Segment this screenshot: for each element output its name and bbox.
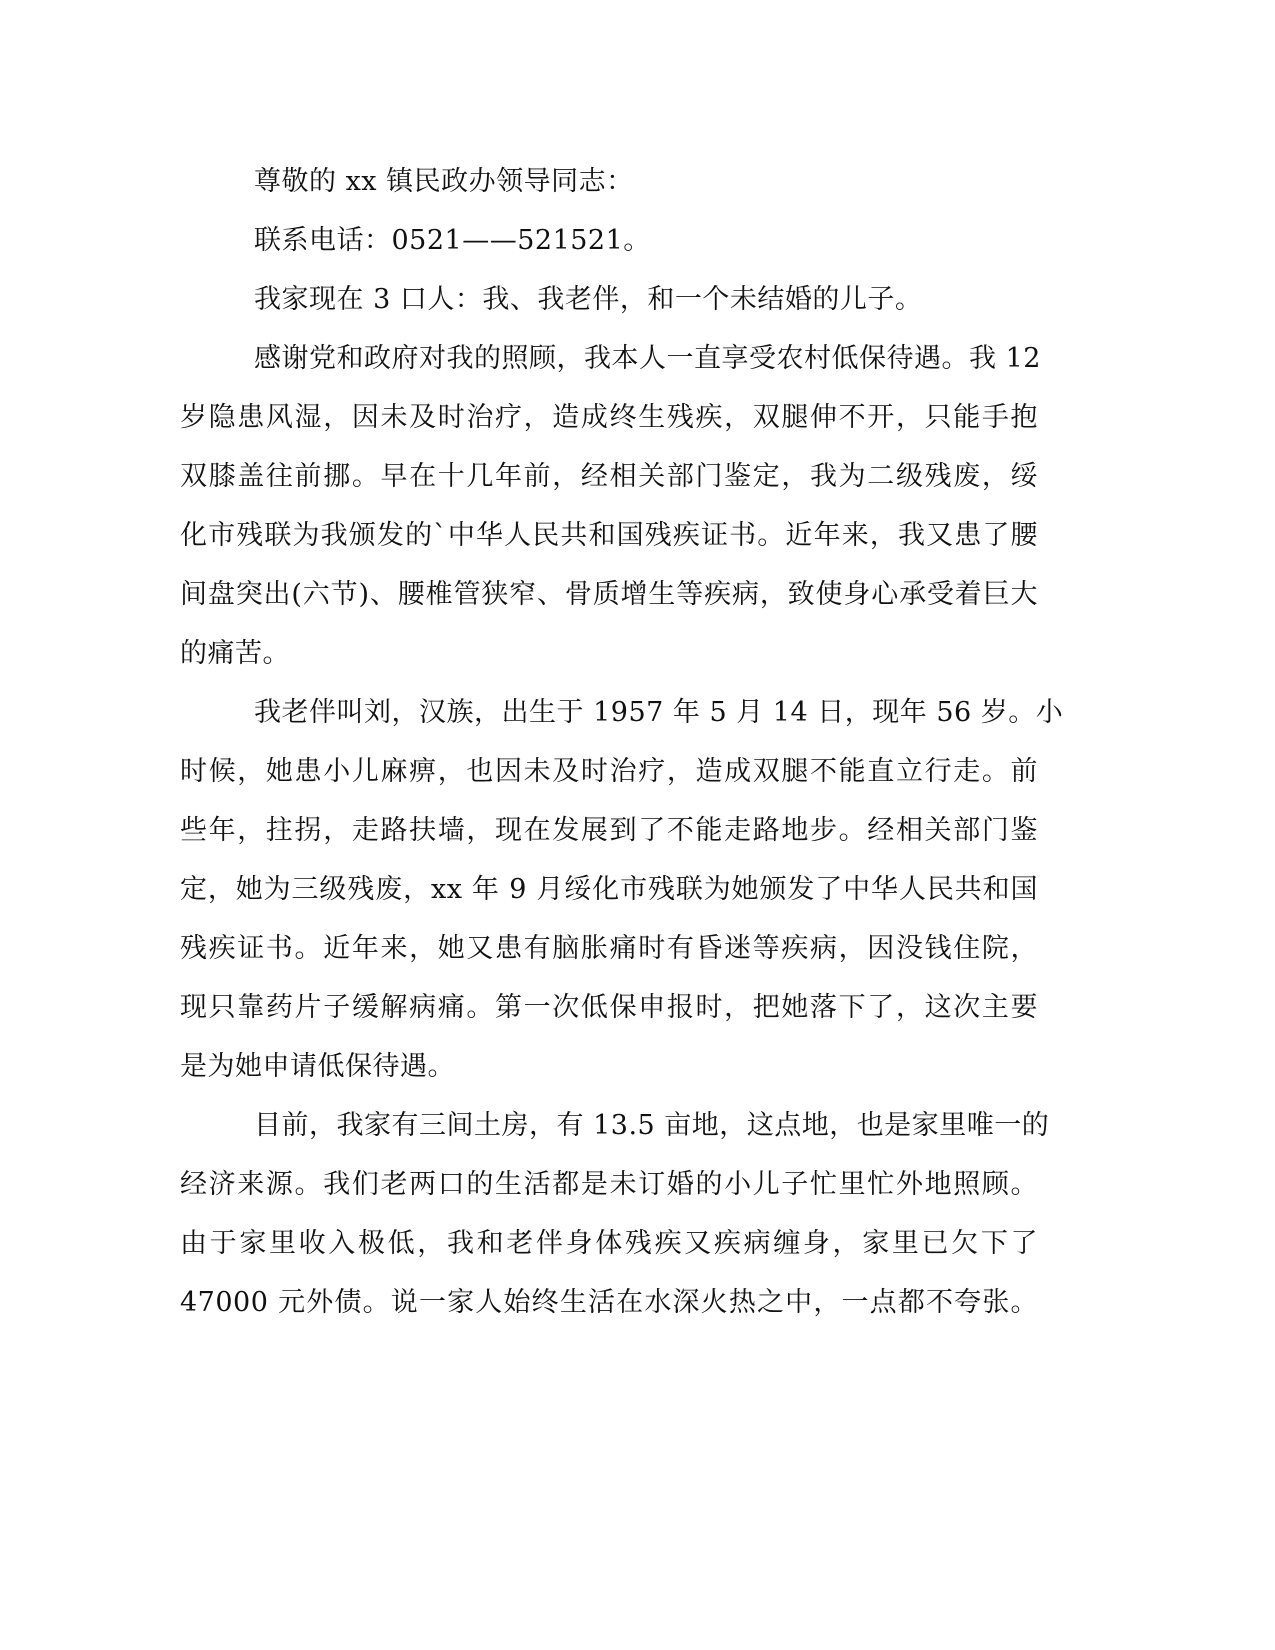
paragraph-economy-line: 目前，我家有三间土房，有 13.5 亩地，这点地，也是家里唯一的 <box>254 1110 1050 1141</box>
paragraph-economy-line: 经济来源。我们老两口的生活都是未订婚的小儿子忙里忙外地照顾。 <box>180 1169 1038 1200</box>
paragraph-spouse-line: 些年，拄拐，走路扶墙，现在发展到了不能走路地步。经相关部门鉴 <box>180 815 1038 846</box>
salutation: 尊敬的 xx 镇民政办领导同志： <box>254 166 634 197</box>
paragraph-spouse-line: 是为她申请低保待遇。 <box>180 1051 455 1082</box>
paragraph-spouse-line: 我老伴叫刘，汉族，出生于 1957 年 5 月 14 日，现年 56 岁。小 <box>254 697 1064 728</box>
paragraph-spouse-line: 定，她为三级残废，xx 年 9 月绥化市残联为她颁发了中华人民共和国 <box>180 874 1038 905</box>
paragraph-spouse-line: 现只靠药片子缓解病痛。第一次低保申报时，把她落下了，这次主要 <box>180 992 1038 1023</box>
paragraph-self-line: 间盘突出(六节)、腰椎管狭窄、骨质增生等疾病，致使身心承受着巨大 <box>180 579 1038 610</box>
paragraph-self-line: 双膝盖往前挪。早在十几年前，经相关部门鉴定，我为二级残废，绥 <box>180 461 1038 492</box>
paragraph-spouse-line: 时候，她患小儿麻痹，也因未及时治疗，造成双腿不能直立行走。前 <box>180 756 1038 787</box>
letter-body <box>180 152 1064 1332</box>
paragraph-economy-line: 由于家里收入极低，我和老伴身体残疾又疾病缠身，家里已欠下了 <box>180 1228 1038 1259</box>
paragraph-self-line: 的痛苦。 <box>180 638 290 669</box>
paragraph-self-line: 感谢党和政府对我的照顾，我本人一直享受农村低保待遇。我 12 <box>254 343 1041 374</box>
paragraph-self-line: 化市残联为我颁发的`中华人民共和国残疾证书。近年来，我又患了腰 <box>180 520 1038 551</box>
paragraph-self-line: 岁隐患风湿，因未及时治疗，造成终生残疾，双腿伸不开，只能手抱 <box>180 402 1038 433</box>
paragraph-economy-line: 47000 元外债。说一家人始终生活在水深火热之中，一点都不夸张。 <box>180 1287 1038 1318</box>
paragraph-spouse-line: 残疾证书。近年来，她又患有脑胀痛时有昏迷等疾病，因没钱住院， <box>180 933 1038 964</box>
contact-phone-line: 联系电话：0521——521521。 <box>254 225 651 256</box>
family-size-line: 我家现在 3 口人：我、我老伴，和一个未结婚的儿子。 <box>254 284 923 315</box>
